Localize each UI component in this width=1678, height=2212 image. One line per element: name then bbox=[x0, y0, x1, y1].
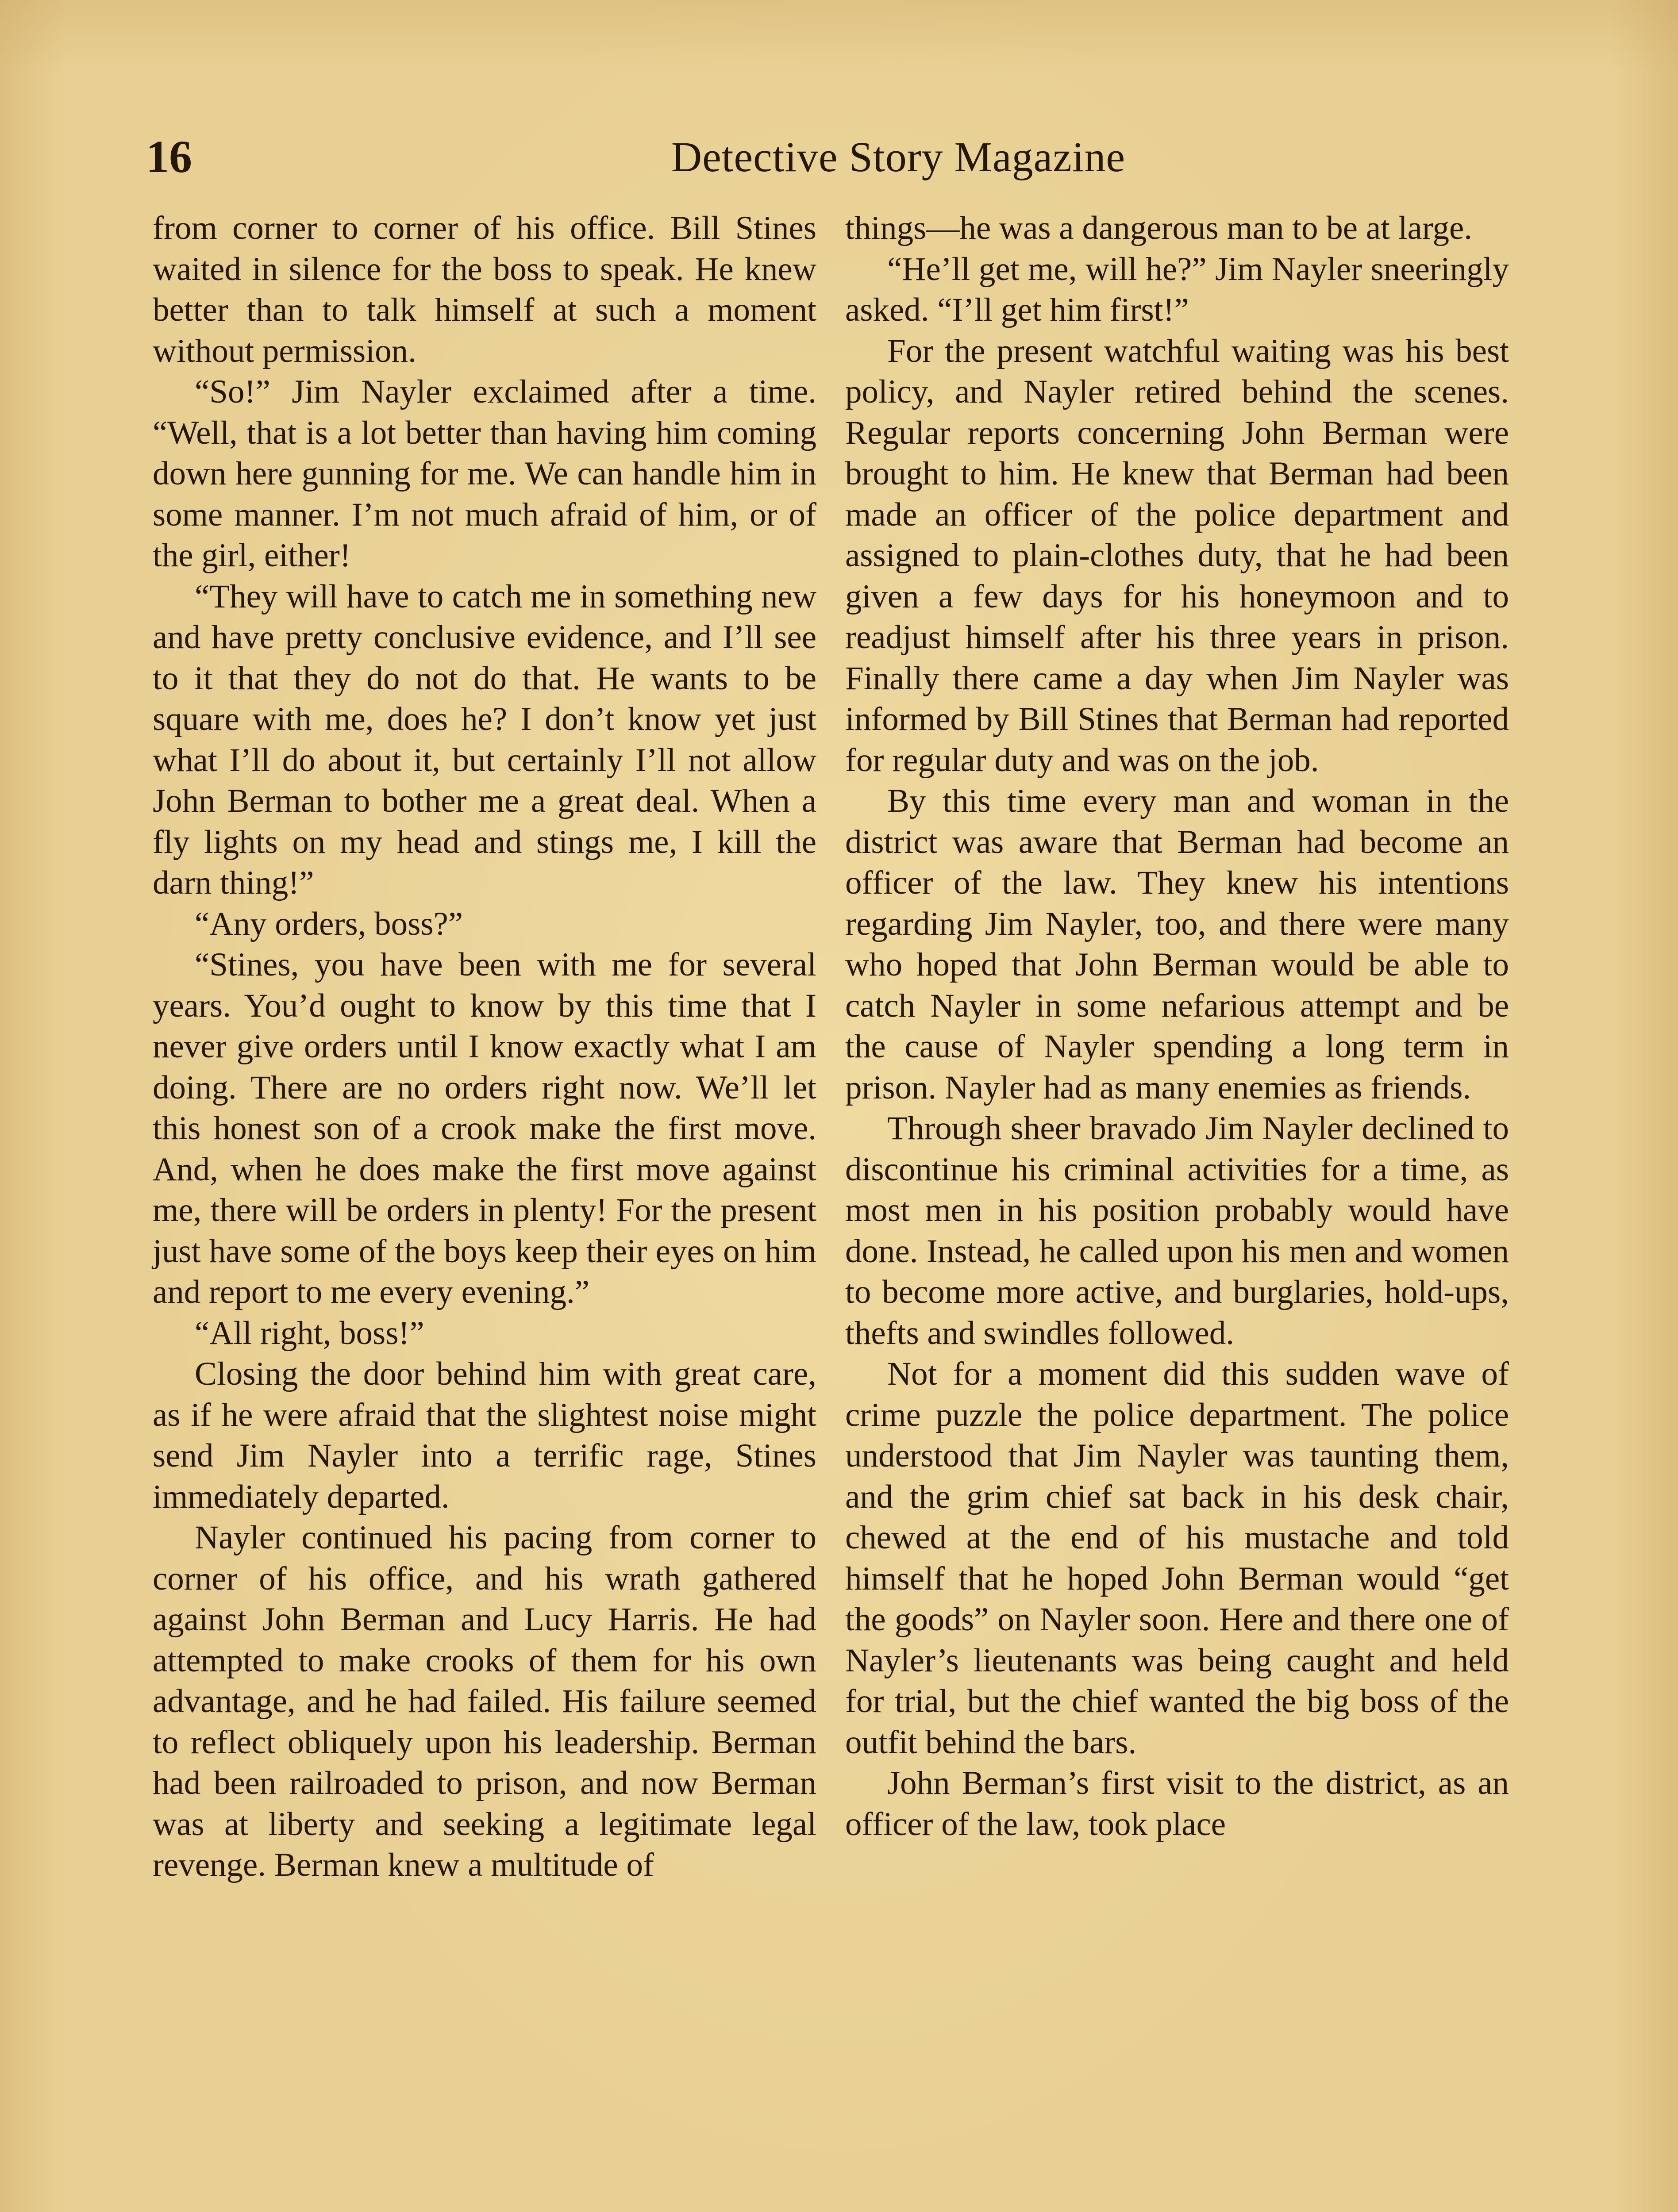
paragraph: John Berman’s first visit to the district, as an officer of the law, took place bbox=[845, 1765, 1509, 1843]
right-column bbox=[845, 208, 1509, 1845]
paragraph: “Any orders, boss?” bbox=[195, 905, 463, 942]
paragraph: By this time every man and woman in the district was aware that Berman had become an officer of the law. They knew his intentions regarding Jim Nayler, too, and there were many who hoped that John Berman would be able to catch Nayler in some nefarious attempt and be the cause of Nayler spending a long term in prison. Nayler had as many enemies as friends. bbox=[845, 783, 1509, 1106]
page-header bbox=[146, 128, 1527, 195]
paragraph: Nayler continued his pacing from corner to corner of his office, and his wrath gathered against John Berman and Lucy Harris. He had attempted to make crooks of them for his own advantage, and he had failed. His failure seemed to reflect obliquely upon his leadership. Berman had been railroaded to prison, and now Berman was at liberty and seeking a legitimate legal revenge. Berman knew a multitude of bbox=[153, 1519, 816, 1883]
paragraph: “All right, boss!” bbox=[195, 1314, 424, 1352]
paragraph: “So!” Jim Nayler exclaimed after a time. “Well, that is a lot better than having him coming down here gunning for me. We can handle him in some manner. I’m not much afraid of him, or of the girl, either! bbox=[153, 373, 816, 574]
left-column bbox=[153, 208, 816, 1886]
paragraph: Closing the door behind him with great care, as if he were afraid that the slightest noise might send Jim Nayler into a terrific rage, Stines immediately departed. bbox=[153, 1356, 816, 1515]
page-number: 16 bbox=[146, 131, 192, 182]
paragraph: Not for a moment did this sudden wave of crime puzzle the police department. The police understood that Jim Nayler was taunting them, and the grim chief sat back in his desk chair, chewed at the end of his mustache and told himself that he hoped John Berman would “get the goods” on Nayler soon. Here and there one of Nayler’s lieutenants was being caught and held for trial, but the chief wanted the big boss of the outfit behind the bars. bbox=[845, 1356, 1509, 1761]
paragraph: Through sheer bravado Jim Nayler declined to discontinue his criminal activities for a time, as most men in his position probably would have done. Instead, he called upon his men and women to become more active, and burglaries, hold-ups, thefts and swindles followed. bbox=[845, 1110, 1509, 1352]
paragraph: things—he was a dangerous man to be at large. bbox=[845, 210, 1472, 246]
running-head: Detective Story Magazine bbox=[671, 133, 1126, 180]
paragraph: “He’ll get me, will he?” Jim Nayler sneeringly asked. “I’ll get him first!” bbox=[845, 250, 1509, 328]
paragraph: For the present watchful waiting was his best policy, and Nayler retired behind the scenes. Regular reports concerning John Berman were brought to him. He knew that Berman had been made an officer of the police department and assigned to plain-clothes duty, that he had been given a few days for his honeymoon and to readjust himself after his three years in prison. Finally there came a day when Jim Nayler was informed by Bill Stines that Berman had reported for regular duty and was on the job. bbox=[845, 332, 1509, 779]
paragraph: “They will have to catch me in something new and have pretty conclusive evidence, and I’ll see to it that they do not do that. He wants to be square with me, does he? I don’t know yet just what I’ll do about it, but certainly I’ll not allow John Berman to bother me a great deal. When a fly lights on my head and stings me, I kill the darn thing!” bbox=[153, 578, 816, 901]
paragraph: from corner to corner of his office. Bill Stines waited in silence for the boss to speak. He knew better than to talk himself at such a moment without permission. bbox=[153, 210, 816, 369]
paragraph: “Stines, you have been with me for several years. You’d ought to know by this time that I never give orders until I know exactly what I am doing. There are no orders right now. We’ll let this honest son of a crook make the first move. And, when he does make the first move against me, there will be orders in plenty! For the present just have some of the boys keep their eyes on him and report to me every evening.” bbox=[153, 946, 816, 1310]
